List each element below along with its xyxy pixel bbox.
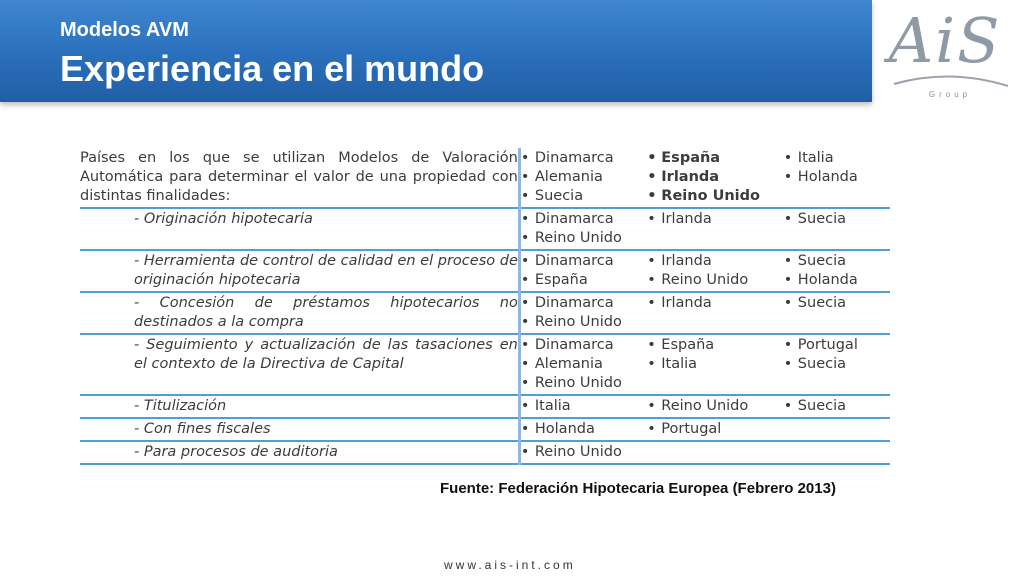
countries-col-1: [519, 250, 647, 292]
logo-mark: AiS: [888, 4, 1002, 77]
countries-col-2: [647, 395, 784, 418]
table-row: [80, 418, 890, 441]
countries-col-1: [519, 395, 647, 418]
country-item: • Suecia: [784, 355, 890, 374]
table-row: [80, 292, 890, 334]
row-label: - Herramienta de control de calidad en el proceso de originación hipotecaria: [80, 250, 519, 292]
countries-col-1: [519, 418, 647, 441]
logo-group-label: Group: [928, 90, 972, 99]
country-item: • Reino Unido: [521, 374, 647, 393]
countries-col-3: [784, 250, 890, 292]
country-item: • Irlanda: [647, 210, 784, 229]
row-label: - Titulización: [80, 395, 519, 418]
row-label: - Con fines fiscales: [80, 418, 519, 441]
countries-col-3: [784, 395, 890, 418]
table-row: [80, 148, 890, 208]
table-row: [80, 208, 890, 250]
countries-col-2: [647, 208, 784, 250]
countries-col-2: [647, 334, 784, 395]
countries-col-2: [647, 418, 784, 441]
countries-col-2: [647, 148, 784, 208]
row-label: - Seguimiento y actualización de las tasaciones en el contexto de la Directiva de Capital: [80, 334, 519, 395]
countries-col-1: [519, 292, 647, 334]
row-label: Países en los que se utilizan Modelos de Valoración Automática para determinar el valor de una propiedad con distintas finalidades:: [80, 148, 519, 208]
avm-countries-table: [80, 148, 890, 465]
country-item: • Irlanda: [647, 294, 784, 313]
country-item: • Irlanda: [647, 252, 784, 271]
country-item: • Reino Unido: [521, 443, 647, 462]
country-item: • Alemania: [521, 355, 647, 374]
countries-col-3: [784, 148, 890, 208]
country-item: • Suecia: [784, 397, 890, 416]
header-banner: [0, 0, 872, 102]
country-item: • España: [521, 271, 647, 290]
country-item: • Dinamarca: [521, 210, 647, 229]
countries-col-3: [784, 418, 890, 441]
country-item: • Irlanda: [647, 168, 784, 187]
country-item: • Reino Unido: [647, 397, 784, 416]
source-citation: Fuente: Federación Hipotecaria Europea (Febrero 2013): [440, 480, 836, 497]
country-item: • Holanda: [784, 271, 890, 290]
slide-title: Experiencia en el mundo: [60, 48, 485, 89]
row-label: - Para procesos de auditoria: [80, 441, 519, 464]
table-row: [80, 334, 890, 395]
country-item: • Suecia: [784, 294, 890, 313]
row-label: - Concesión de préstamos hipotecarios no destinados a la compra: [80, 292, 519, 334]
row-label: - Originación hipotecaria: [80, 208, 519, 250]
table-row: [80, 395, 890, 418]
country-item: • Italia: [647, 355, 784, 374]
countries-col-3: [784, 334, 890, 395]
countries-col-3: [784, 292, 890, 334]
countries-col-2: [647, 292, 784, 334]
country-item: • Portugal: [784, 336, 890, 355]
country-item: • Dinamarca: [521, 294, 647, 313]
country-item: • Suecia: [784, 210, 890, 229]
countries-col-1: [519, 441, 647, 464]
country-item: • Dinamarca: [521, 336, 647, 355]
countries-col-3: [784, 208, 890, 250]
country-item: • Reino Unido: [521, 229, 647, 248]
countries-col-1: [519, 208, 647, 250]
country-item: • Italia: [784, 149, 890, 168]
table-row: [80, 250, 890, 292]
countries-col-2: [647, 250, 784, 292]
country-item: • Dinamarca: [521, 149, 647, 168]
country-item: • Dinamarca: [521, 252, 647, 271]
country-item: • Holanda: [784, 168, 890, 187]
slide-subtitle: Modelos AVM: [60, 19, 189, 41]
countries-col-2: [647, 441, 784, 464]
countries-col-1: [519, 148, 647, 208]
countries-col-3: [784, 441, 890, 464]
footer-website: www.ais-int.com: [444, 558, 576, 572]
table-row: [80, 441, 890, 464]
country-item: • Suecia: [521, 187, 647, 206]
countries-col-1: [519, 334, 647, 395]
country-item: • Alemania: [521, 168, 647, 187]
country-item: • España: [647, 336, 784, 355]
country-item: • Reino Unido: [521, 313, 647, 332]
country-item: • Italia: [521, 397, 647, 416]
country-item: • España: [647, 149, 784, 168]
country-item: • Holanda: [521, 420, 647, 439]
country-item: • Reino Unido: [647, 271, 784, 290]
ais-logo: [880, 2, 1020, 106]
country-item: • Suecia: [784, 252, 890, 271]
country-item: • Reino Unido: [647, 187, 784, 206]
country-item: • Portugal: [647, 420, 784, 439]
